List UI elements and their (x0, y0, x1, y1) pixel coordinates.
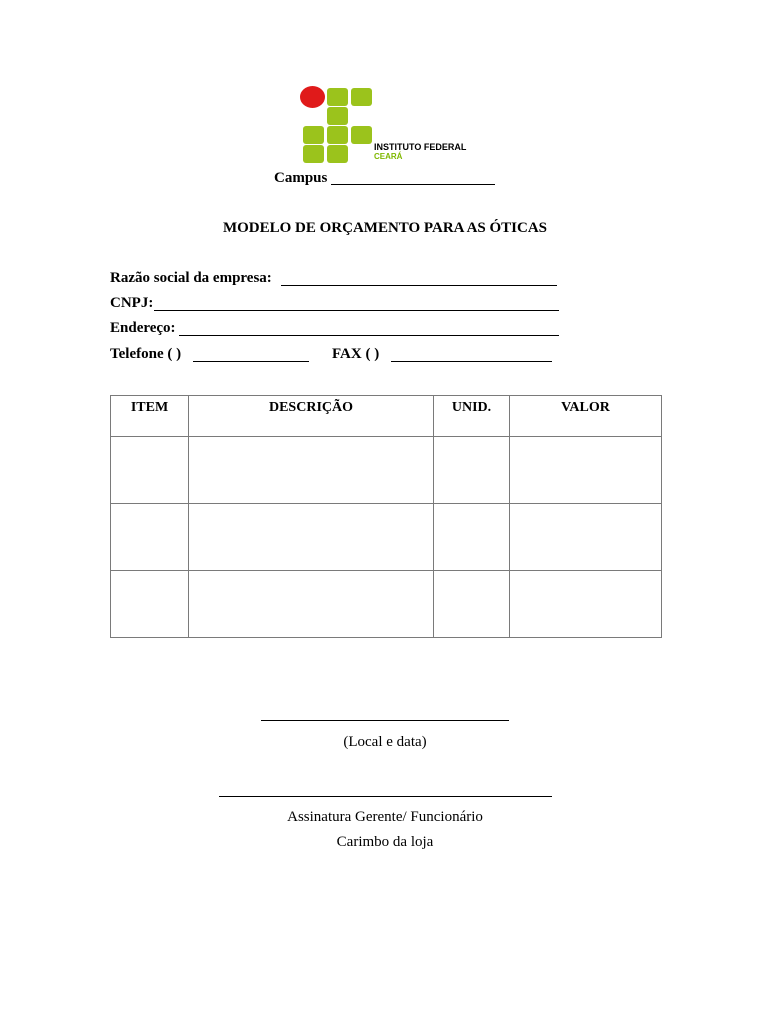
signature-line (219, 796, 552, 797)
cnpj-line (154, 310, 559, 311)
document-title: MODELO DE ORÇAMENTO PARA AS ÓTICAS (222, 220, 548, 236)
header-unit: UNID. (434, 396, 510, 437)
logo-green-square (303, 126, 324, 144)
logo-green-square (327, 145, 348, 163)
header-description: DESCRIÇÃO (189, 396, 434, 437)
endereco-line (179, 335, 559, 336)
fax-line (391, 361, 552, 362)
telefone-label: Telefone ( ) (110, 346, 182, 362)
stamp-label: Carimbo da loja (336, 834, 434, 850)
campus-label: Campus (274, 170, 328, 186)
local-data-label: (Local e data) (343, 734, 427, 750)
table-row (111, 571, 662, 638)
table-row (111, 437, 662, 504)
logo-green-square (351, 126, 372, 144)
cell-value[interactable] (510, 571, 662, 638)
cell-item[interactable] (111, 571, 189, 638)
cell-item[interactable] (111, 504, 189, 571)
cell-value[interactable] (510, 437, 662, 504)
local-data-line (261, 720, 509, 721)
cnpj-label: CNPJ: (110, 295, 154, 311)
cell-item[interactable] (111, 437, 189, 504)
table-row (111, 504, 662, 571)
cell-description[interactable] (189, 504, 434, 571)
logo-red-circle (300, 86, 325, 108)
budget-table (110, 395, 662, 638)
header-item: ITEM (111, 396, 189, 437)
telefone-line (193, 361, 309, 362)
endereco-label: Endereço: (110, 320, 176, 336)
razao-social-line (281, 285, 557, 286)
logo-green-square (327, 107, 348, 125)
cell-value[interactable] (510, 504, 662, 571)
logo-green-square (327, 88, 348, 106)
cell-unit[interactable] (434, 437, 510, 504)
logo-green-square (351, 88, 372, 106)
signature-label: Assinatura Gerente/ Funcionário (287, 809, 483, 825)
logo-state-name: CEARÁ (374, 152, 403, 161)
campus-underline (331, 184, 495, 185)
cell-unit[interactable] (434, 571, 510, 638)
header-value: VALOR (510, 396, 662, 437)
logo-green-square (303, 145, 324, 163)
table-header-row (111, 396, 662, 437)
razao-social-label: Razão social da empresa: (110, 270, 272, 286)
cell-description[interactable] (189, 571, 434, 638)
cell-unit[interactable] (434, 504, 510, 571)
logo-institution-name: INSTITUTO FEDERAL (374, 142, 467, 152)
institute-logo (300, 86, 480, 166)
fax-label: FAX ( ) (332, 346, 380, 362)
logo-green-square (327, 126, 348, 144)
cell-description[interactable] (189, 437, 434, 504)
